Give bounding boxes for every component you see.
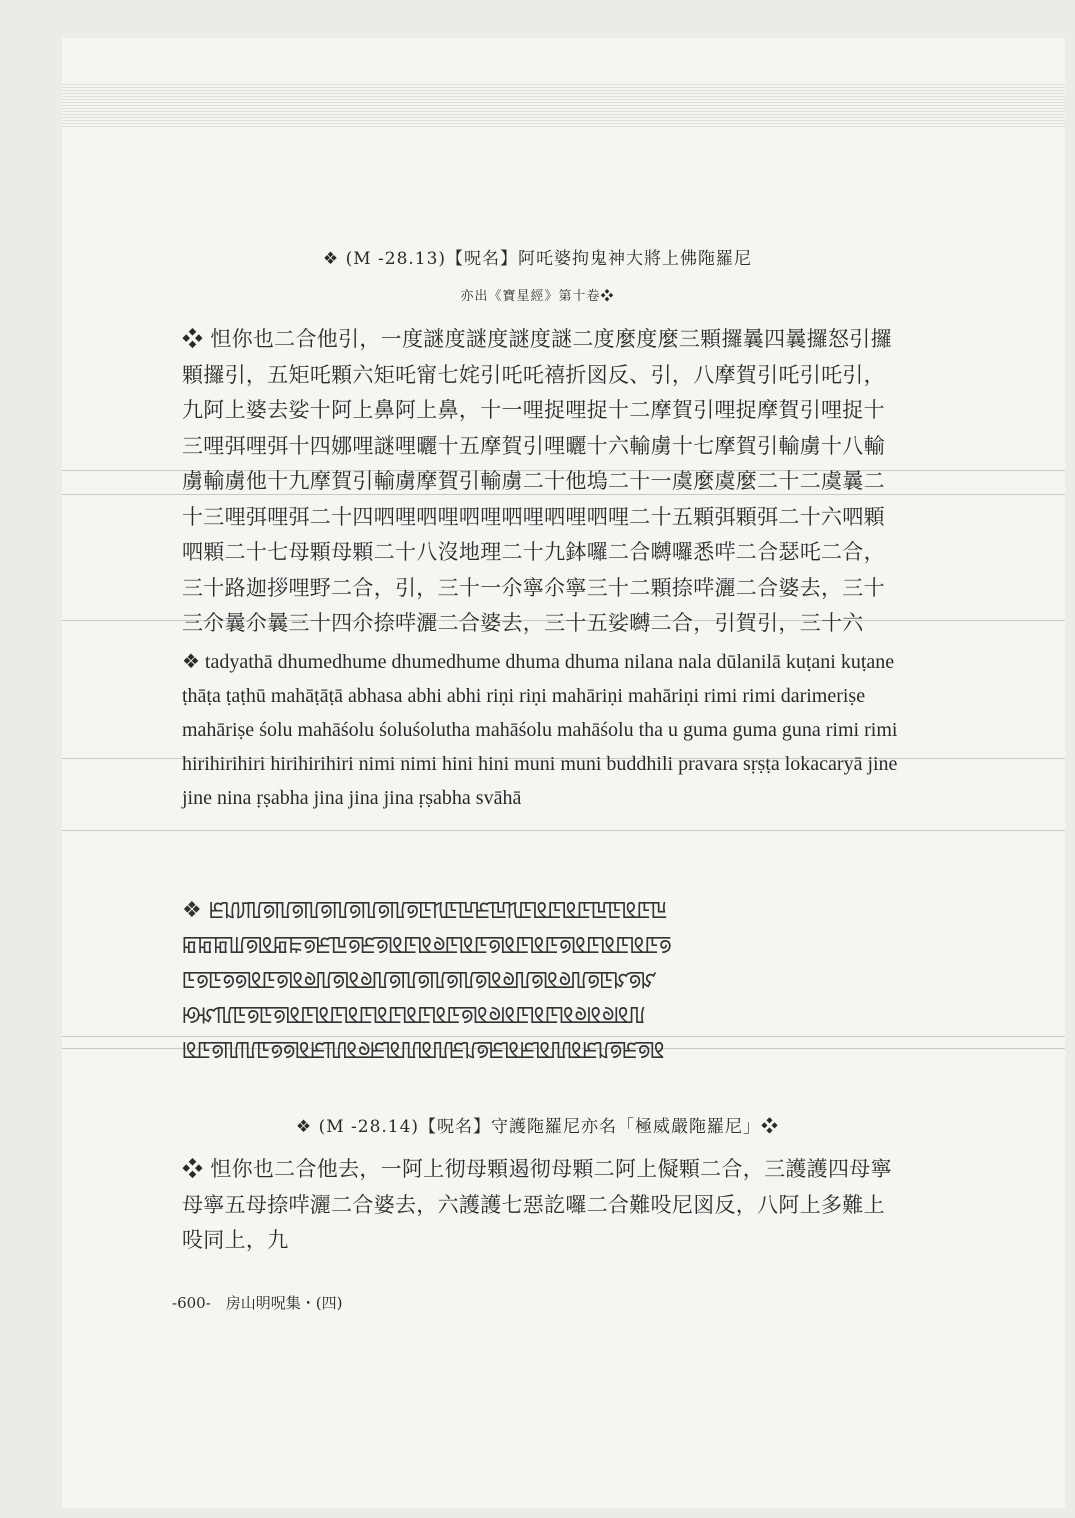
scan-artifact-line (62, 830, 1065, 831)
dharani-chinese-text: ❖ 怛你也二合他引，一度謎度謎度謎度謎二度麼度麼三顆攞曩四曩攞怒引攞顆攞引，五矩吒顆六矩吒甯七姹引吒吒禧折図反、引，八摩賀引吒引吒引，九阿上婆去娑十阿上鼻阿上鼻，十一哩捉哩捉十二摩賀引哩捉摩賀引哩捉十三哩弭哩弭十四娜哩謎哩曬十五摩賀引哩曬十六輸虜十七摩賀引輸虜十八輸虜輸虜他十九摩賀引輸虜摩賀引輸虜二十他塢二十一虞麼虞麼二十二虞曩二十三哩弭哩弭二十四呬哩呬哩呬哩呬哩呬哩呬哩二十五顆弭顆弭二十六呬顆呬顆二十七母顆母顆二十八沒地理二十九鉢囉二合嚩囉悉哶二合瑟吒二合，三十路迦拶哩野二合，引，三十一尒寧尒寧三十二顆捺哶灑二合婆去，三十三尒曩尒曩三十四尒捺哶灑二合婆去，三十五娑嚩二合，引賀引，三十六 (182, 327, 892, 635)
section-heading: ❖ (M -28.14)【呪名】守護陁羅尼亦名「極威嚴陁羅尼」❖ (295, 1117, 780, 1137)
siddham-line: ꡟꡜꡃꡇꡟꡇꡟꡬꡇꡬꡇꡬꡇꡬꡇꡬꡇꡬꡇꡟꡬꡟꡬꡇꡬꡇꡬꡟꡬꡟꡬꡃ (182, 1003, 646, 1028)
siddham-line: ꡬꡇꡟꡃꡃꡇꡟꡟꡬꡈꡃꡬꡟꡈꡬꡃꡬꡃꡈꡊꡟꡈꡬꡈꡬꡃꡬꡈꡊꡟꡈꡟꡬ (182, 1038, 665, 1063)
section-heading: ❖ (M -28.13)【呪名】阿吒婆拘鬼神大將上佛陁羅尼 (322, 249, 753, 269)
siddham-line: ꡂꡂꡂꡆꡟꡬꡂꡀꡟꡈꡖꡟꡈꡟꡬꡇꡬꡟꡇꡬꡇꡟꡬꡇꡬꡇꡟꡬꡇꡬꡇꡬꡇꡟ (182, 933, 672, 958)
dharani-chinese-text: ❖ 怛你也二合他去，一阿上彻母顆遏彻母顆二阿上儗顆二合，三護護四母寧母寧五母捺哶灑二合婆去，六護護七惡訖囉二合難吺尼図反，八阿上多難上吺同上，九 (182, 1157, 892, 1252)
dharani-romanized-text: ❖ tadyathā dhumedhume dhumedhume dhuma dhuma nilana nala dūlanilā kuṭani kuṭane ṭhāṭa ṭaṭhū mahāṭāṭā abhasa abhi abhi riṇi riṇi mahāriṇi mahāriṇi rimi rimi darimeriṣe mahāriṣe śolu mahāśolu śoluśolutha mahāśolu mahāśolu tha u guma guma guna rimi rimi hirihirihiri hirihirihiri nimi nimi hini hini muni muni buddhili pravara sṛṣṭa lokacaryā jine jine nina ṛṣabha jina jina jina ṛṣabha svāhā (182, 651, 898, 809)
siddham-line: ❖ ꡈꡊꡨꡃꡟꡃꡟꡃꡟꡃꡟꡃꡟꡃꡟꡇꡫꡇꡖꡈꡖꡫꡇꡬꡇꡬꡇꡖꡇꡬꡇꡖ (182, 898, 668, 923)
dharani-siddham-text (182, 893, 902, 1068)
page-footer: -600- 房山明呪集・(四) (172, 1294, 343, 1312)
section-source: 亦出《寶星經》第十卷❖ (460, 289, 615, 304)
scan-artifact-band (62, 82, 1065, 128)
siddham-line: ꡇꡟꡇꡟꡟꡬꡇꡟꡬꡟꡃꡟꡬꡟꡃꡟꡃꡟꡃꡟꡃꡟꡬꡟꡃꡟꡬꡟꡃꡟꡇꡜꡟꡜ (182, 968, 657, 993)
